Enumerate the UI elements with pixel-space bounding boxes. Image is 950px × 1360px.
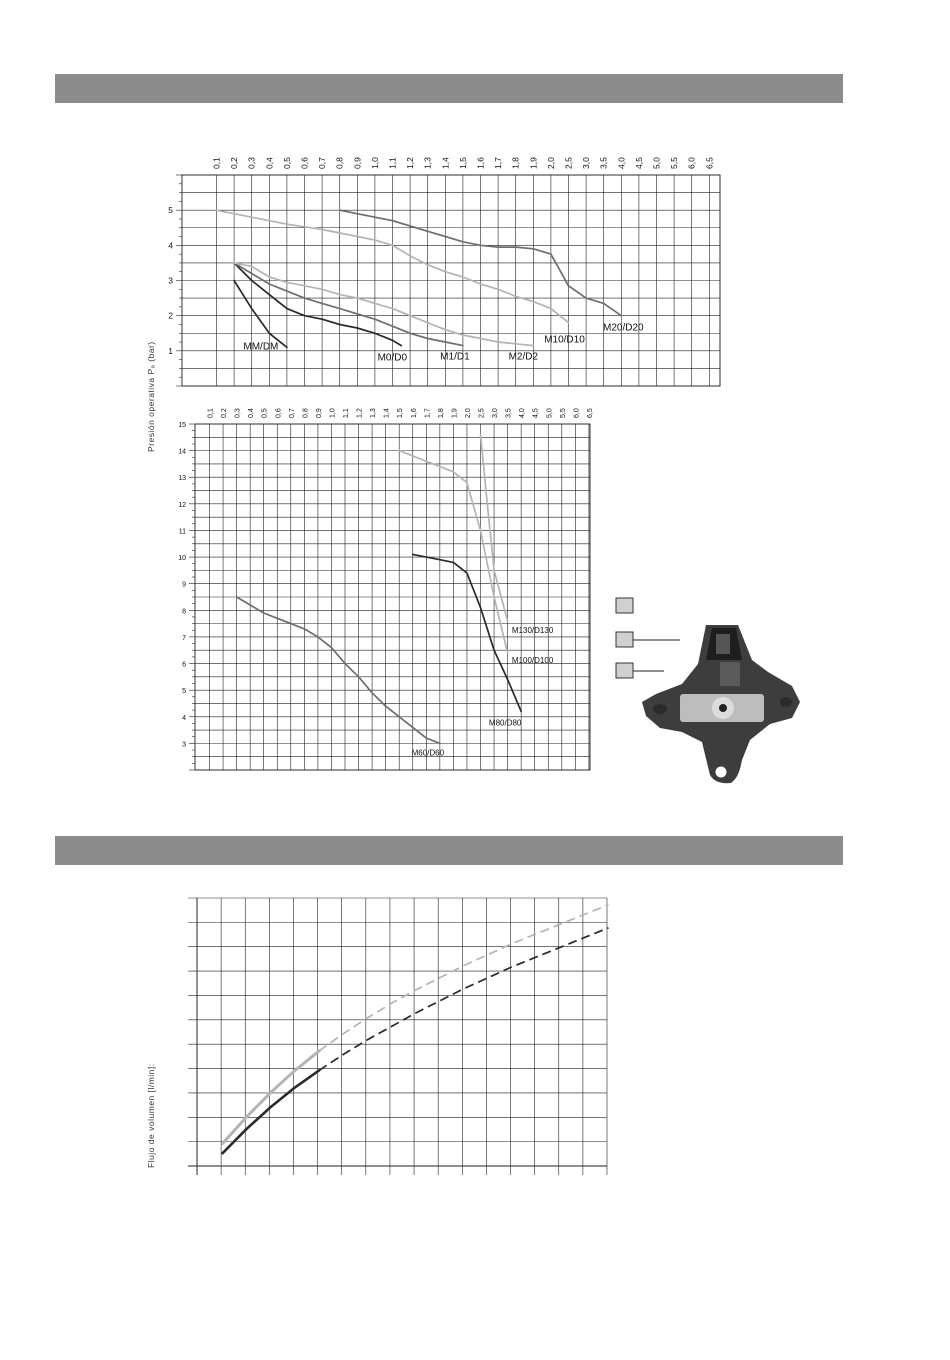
series-label-m20-d20: M20/D20 <box>603 322 644 334</box>
x-tick-label: 0,1 <box>211 157 222 169</box>
x-tick-label: 0,9 <box>352 157 363 169</box>
x-tick-label: 1,6 <box>475 157 486 169</box>
x-tick-label: 4,5 <box>532 408 540 418</box>
y-tick-label: 14 <box>178 448 186 456</box>
x-tick-label: 0,1 <box>207 408 215 418</box>
y-tick-label: 11 <box>178 528 186 536</box>
x-tick-label: 2,0 <box>464 408 472 418</box>
valve-icon <box>642 625 800 783</box>
x-tick-label: 1,0 <box>329 408 337 418</box>
y-tick-label: 13 <box>178 475 186 483</box>
x-tick-label: 0,3 <box>246 157 257 169</box>
x-tick-label: 6,0 <box>573 408 581 418</box>
x-tick-label: 1,9 <box>528 157 539 169</box>
y-tick-label: 7 <box>182 634 186 642</box>
x-tick-label: 5,0 <box>546 408 554 418</box>
y-tick-label: 15 <box>178 422 186 429</box>
y-tick-label: 2 <box>168 310 173 321</box>
x-tick-label: 0,4 <box>264 157 275 169</box>
pressure-chart-low-range <box>168 157 720 386</box>
y-tick-label: 12 <box>178 501 186 509</box>
x-tick-label: 5,5 <box>669 157 680 169</box>
x-tick-label: 1,2 <box>405 157 416 169</box>
x-tick-label: 1,8 <box>510 157 521 169</box>
x-tick-label: 0,2 <box>221 408 229 418</box>
y-tick-label: 8 <box>182 608 186 616</box>
legend-box-1 <box>616 598 633 613</box>
x-tick-label: 1,7 <box>493 157 504 169</box>
flow-series-dark-solid <box>223 1070 320 1153</box>
x-tick-label: 1,7 <box>424 408 432 418</box>
series-label-m1-d1: M1/D1 <box>440 351 470 363</box>
flow-series-light-solid <box>223 1051 320 1144</box>
y-tick-label: 3 <box>168 275 173 286</box>
y-tick-label: 5 <box>182 688 186 696</box>
x-tick-label: 4,0 <box>616 157 627 169</box>
x-tick-label: 1,5 <box>457 157 468 169</box>
x-tick-label: 1,4 <box>440 157 451 169</box>
x-tick-label: 6,5 <box>704 157 715 169</box>
x-tick-label: 3,0 <box>492 408 500 418</box>
x-tick-label: 0,7 <box>288 408 296 418</box>
x-tick-label: 1,2 <box>356 408 364 418</box>
y-tick-label: 9 <box>182 581 186 589</box>
series-label-m0-d0: M0/D0 <box>377 352 408 364</box>
x-tick-label: 1,6 <box>410 408 418 418</box>
x-tick-label: 1,8 <box>437 408 445 418</box>
series-label-m60-d60: M60/D60 <box>411 748 445 758</box>
series-line-mm-dm <box>234 281 287 348</box>
series-label-m130-d130: M130/D130 <box>511 625 554 635</box>
legend-box-3 <box>616 663 633 678</box>
y-tick-label: 1 <box>168 345 173 356</box>
x-tick-label: 0,5 <box>281 157 292 169</box>
y-tick-label: 3 <box>182 741 186 749</box>
x-tick-label: 1,3 <box>422 157 433 169</box>
y-tick-label: 6 <box>182 661 186 669</box>
pressure-axis-title: Presión operativa Pₐ (bar) <box>146 341 156 452</box>
x-tick-label: 3,5 <box>598 157 609 169</box>
x-tick-label: 4,5 <box>633 157 644 169</box>
flow-series-dark-dashed <box>319 928 608 1071</box>
x-tick-label: 6,0 <box>686 157 697 169</box>
x-tick-label: 3,0 <box>581 157 592 169</box>
x-tick-label: 0,6 <box>275 408 283 418</box>
x-tick-label: 3,5 <box>505 408 513 418</box>
x-tick-label: 1,1 <box>343 408 350 418</box>
x-tick-label: 2,5 <box>478 408 486 418</box>
x-tick-label: 0,5 <box>261 408 269 418</box>
valve-diagram <box>616 598 800 783</box>
x-tick-label: 1,0 <box>369 157 380 169</box>
y-tick-label: 5 <box>168 205 173 216</box>
x-tick-label: 4,0 <box>519 408 527 418</box>
series-label-m10-d10: M10/D10 <box>544 334 585 346</box>
volume-flow-chart <box>188 898 609 1175</box>
x-tick-label: 1,9 <box>451 408 459 418</box>
series-label-m100-d100: M100/D100 <box>511 655 554 665</box>
x-tick-label: 0,6 <box>299 157 310 169</box>
x-tick-label: 1,3 <box>370 408 378 418</box>
x-tick-label: 5,5 <box>559 408 567 418</box>
series-label-m80-d80: M80/D80 <box>488 718 522 728</box>
x-tick-label: 0,7 <box>317 157 328 169</box>
x-tick-label: 1,4 <box>383 408 391 418</box>
x-tick-label: 0,8 <box>334 157 345 169</box>
x-tick-label: 2,0 <box>545 157 556 169</box>
x-tick-label: 2,5 <box>563 157 574 169</box>
y-tick-label: 4 <box>168 240 173 251</box>
pressure-chart-high-range <box>178 408 594 770</box>
series-line-m60-d60 <box>237 597 440 743</box>
y-tick-label: 4 <box>182 714 186 722</box>
series-label-mm-dm: MM/DM <box>243 341 279 353</box>
x-tick-label: 5,0 <box>651 157 662 169</box>
y-tick-label: 10 <box>178 555 186 563</box>
x-tick-label: 0,2 <box>229 157 240 169</box>
x-tick-label: 0,3 <box>234 408 242 418</box>
x-tick-label: 6,5 <box>586 408 594 418</box>
legend-box-2 <box>616 632 633 647</box>
flow-series-light-dashed <box>319 905 608 1051</box>
flow-axis-title: Flujo de volumen [l/min]: <box>146 1063 156 1168</box>
series-label-m2-d2: M2/D2 <box>508 351 539 363</box>
x-tick-label: 0,4 <box>248 408 256 418</box>
x-tick-label: 1,1 <box>387 157 398 169</box>
x-tick-label: 0,9 <box>315 408 323 418</box>
x-tick-label: 0,8 <box>302 408 310 418</box>
x-tick-label: 1,5 <box>397 408 405 418</box>
